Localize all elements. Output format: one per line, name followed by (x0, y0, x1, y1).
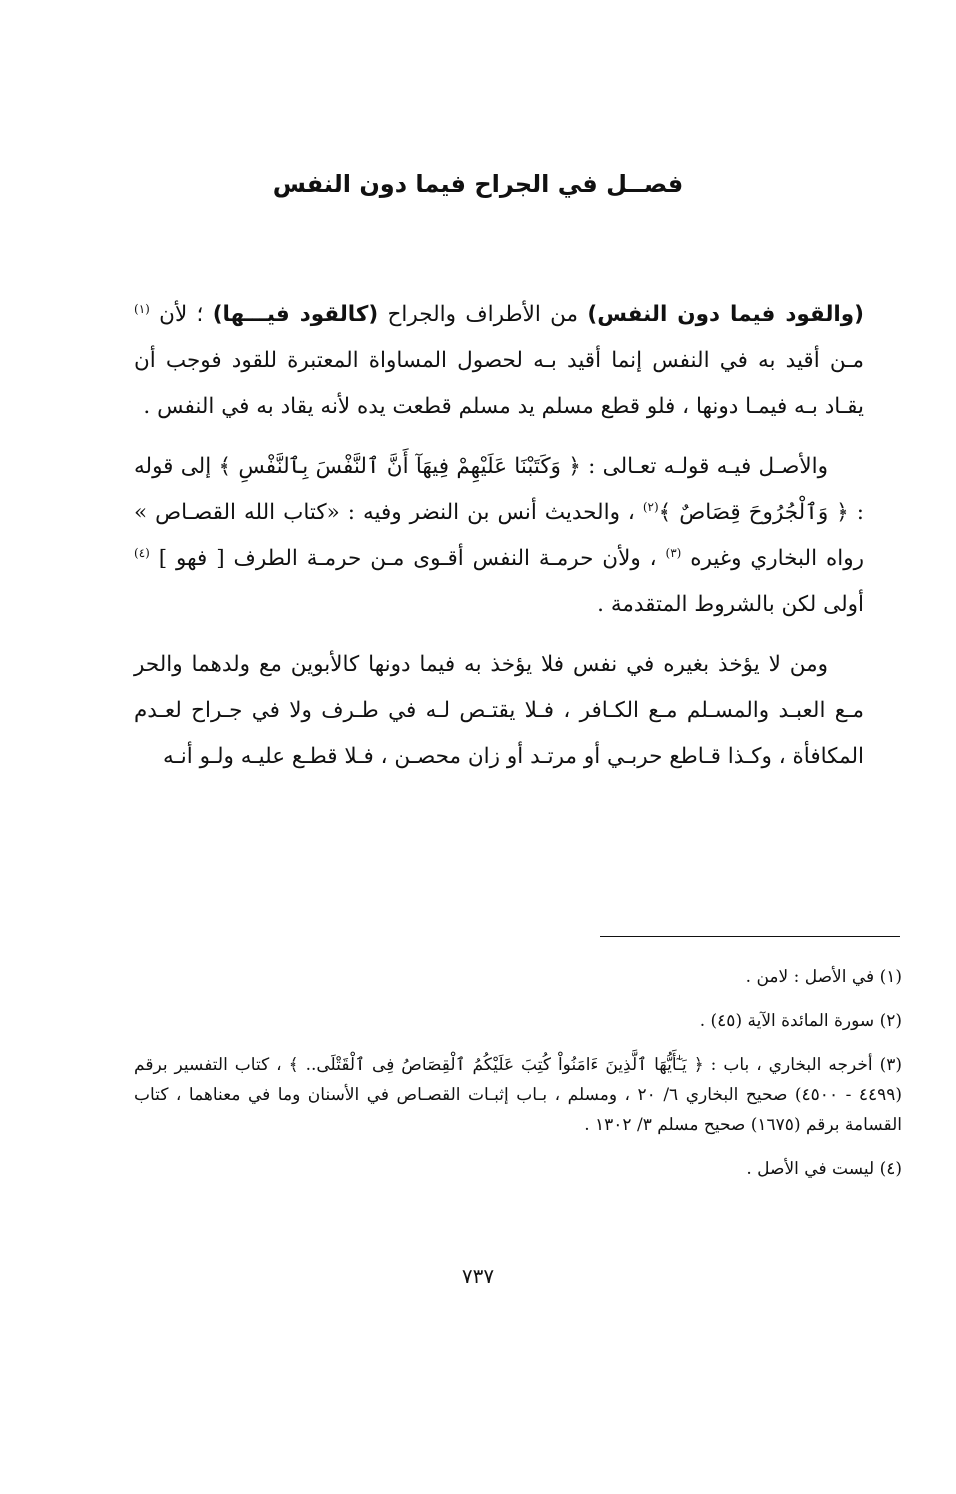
bold-phrase: (والقود فيما دون النفس) (587, 302, 864, 327)
footnote-label: (٤) (879, 1159, 902, 1179)
text-run: والأصـل فيـه قولـه تعـالى : (580, 454, 829, 479)
footnote-text: أخرجه البخاري ، باب : ﴿ يَـٰٓأَيُّهَا ٱلَّذِينَ ءَامَنُواْ كُتِبَ عَلَيْكُمُ ٱلْقِصَاصُ فِى ٱلْقَتْلَى.. ﴾ ، كتاب التفسير برقم (٤٤٩٩ - ٤٥٠٠) صحيح البخاري ٦/ ٢٠ ، ومسلم ، بـاب إثبـات القصـاص في الأسنان وما في معناهما ، كتاب القسامة برقم (١٦٧٥) صحيح مسلم ٣/ ١٣٠٢ . (134, 1055, 902, 1135)
text-run: مـن أقيد به في النفس إنما أقيد بـه لحصول المساواة المعتبرة للقود فوجب أن يقـاد بـه فيمـا دونها ، فلو قطع مسلم يد مسلم قطعت يده لأنه يقاد به في النفس . (134, 348, 864, 419)
footnotes (134, 962, 902, 1198)
footnote-ref: (٤) (134, 545, 150, 560)
footnote-divider (600, 936, 900, 937)
footnote-ref: (٣) (665, 545, 682, 560)
text-run: ، والحديث أنس بن النضر وفيه : «كتاب الله القصـاص » رواه البخاري وغيره (134, 500, 864, 571)
text-run: ، ولأن حرمـة النفس أقـوى مـن حرمـة الطرف [ فهو ] (149, 546, 666, 571)
main-text (134, 292, 864, 794)
quran-quote: ﴿ وَٱلْجُرُوحَ قِصَاصٌ ﴾ (658, 500, 849, 525)
footnote-text: ليست في الأصل . (746, 1159, 880, 1179)
text-run: أولى لكن بالشروط المتقدمة . (597, 592, 864, 617)
text-run: من الأطراف والجراح (378, 302, 588, 327)
footnote-3 (134, 1050, 902, 1140)
footnote-2 (134, 1006, 902, 1036)
text-run: ؛ لأن (149, 302, 213, 327)
footnote-4 (134, 1154, 902, 1184)
paragraph-3: ومن لا يؤخذ بغيره في نفس فلا يؤخذ به فيما دونها كالأبوين مع ولدهما والحر مـع العبـد والمسـلم مـع الكـافر ، فـلا يقتـص لـه في طـرف ولا في جـراح لعـدم المكافأة ، وكـذا قـاطع حربـي أو مرتـد أو زان محصـن ، فـلا قطـع عليـه ولـو أنـه (134, 652, 864, 769)
footnote-label: (١) (879, 967, 902, 987)
paragraph-1 (134, 292, 864, 430)
footnote-ref: (٢) (642, 499, 659, 514)
footnote-label: (٢) (879, 1011, 902, 1031)
quran-quote: ﴿ وَكَتَبْنَا عَلَيْهِمْ فِيهَآ أَنَّ ٱلنَّفْسَ بِٱلنَّفْسِ ﴾ (218, 454, 581, 479)
section-title: فصــل في الجراح فيما دون النفس (272, 170, 684, 198)
footnote-ref: (١) (134, 301, 150, 316)
paragraph-2 (134, 444, 864, 628)
page-number: ٧٣٧ (461, 1264, 495, 1288)
footnote-text: في الأصل : لامن . (745, 967, 880, 987)
footnote-label: (٣) (879, 1055, 902, 1075)
text-run: إلى قوله : (134, 454, 865, 525)
bold-phrase: (كالقود فيـــها) (212, 302, 379, 327)
footnote-text: سورة المائدة الآية (٤٥) . (699, 1011, 880, 1031)
footnote-1 (134, 962, 902, 992)
